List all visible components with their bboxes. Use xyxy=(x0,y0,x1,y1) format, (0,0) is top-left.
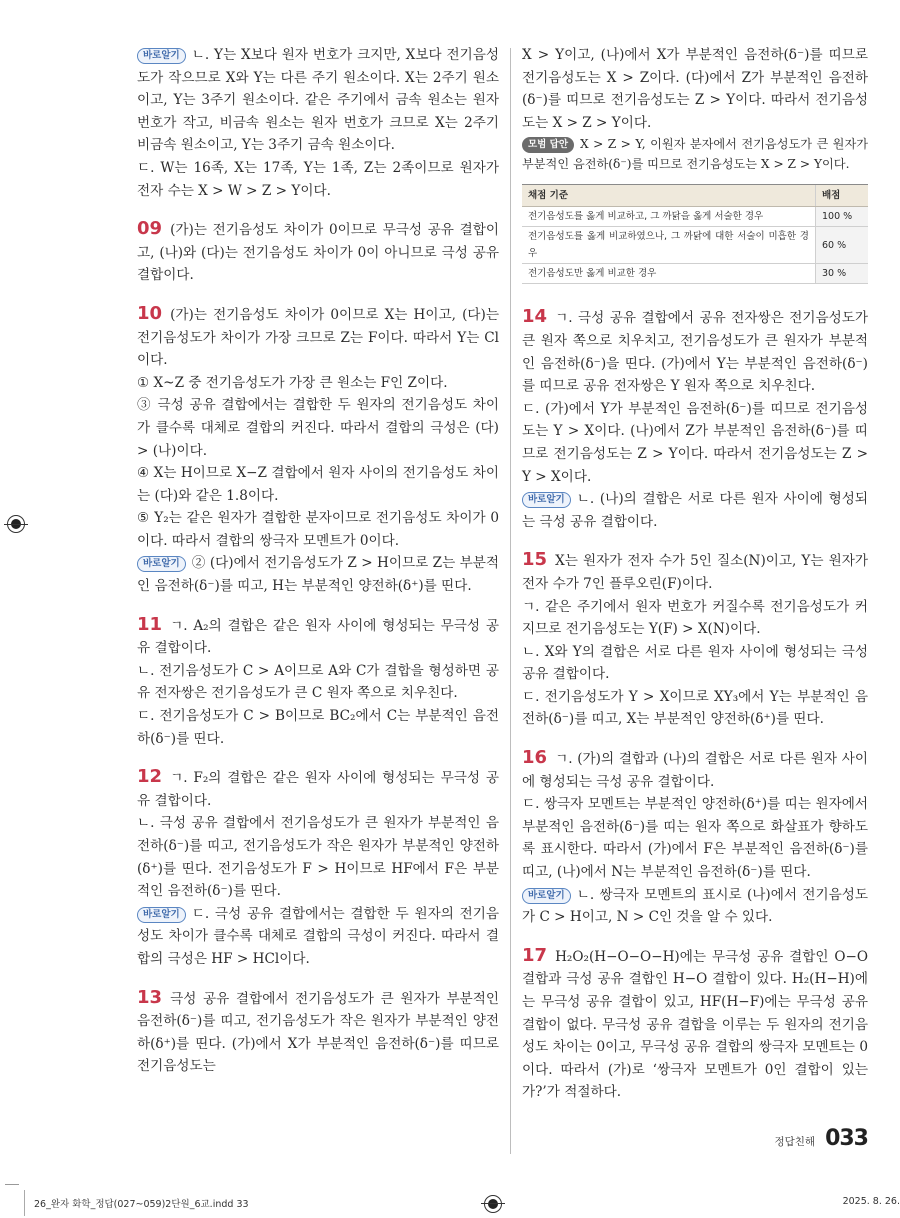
answer-16 xyxy=(522,747,868,929)
answer-text: ① X~Z 중 전기음성도가 가장 큰 원소는 F인 Z이다. xyxy=(137,374,448,391)
answer-text: ㄴ. 극성 공유 결합에서 전기음성도가 큰 원자가 부분적인 음전하(δ⁻)를 띠고, 전기음성도가 작은 원자가 부분적인 양전하(δ⁺)를 띤다. 전기음성도가 F > H이므로 HF에서 F은 부분적인 음전하(δ⁻)를 띤다. xyxy=(137,815,499,900)
answer-17 xyxy=(522,945,868,1104)
answer-text: X는 원자가 전자 수가 5인 질소(N)이고, Y는 원자가 전자 수가 7인 플루오린(F)이다. xyxy=(522,553,868,592)
slug-date: 2025. 8. 26. xyxy=(842,1195,900,1207)
answer-text: (가)는 전기음성도 차이가 0이므로 무극성 공유 결합이고, (나)와 (다)는 전기음성도 차이가 0이 아니므로 극성 공유 결합이다. xyxy=(137,222,499,284)
table-header-row xyxy=(522,185,868,207)
answer-15 xyxy=(522,549,868,731)
answer-text: ㄴ. X와 Y의 결합은 서로 다른 원자 사이에 형성되는 극성 공유 결합이다. xyxy=(522,643,868,683)
answer-text: ㄱ. F₂의 결합은 같은 원자 사이에 형성되는 무극성 공유 결합이다. xyxy=(137,770,499,809)
model-answer-badge: 모범 답안 xyxy=(522,137,574,153)
answer-12 xyxy=(137,766,499,970)
score-cell: 60 % xyxy=(816,227,869,264)
answer-08-continued xyxy=(137,44,499,202)
table-row xyxy=(522,264,868,284)
answer-13 xyxy=(137,987,499,1078)
question-number: 10 xyxy=(137,302,163,324)
model-answer-text: X > Z > Y, 이원자 분자에서 전기음성도가 큰 원자가 부분적인 음전하(δ⁻)를 띠므로 전기음성도는 X > Z > Y이다. xyxy=(522,137,868,172)
right-column xyxy=(522,44,868,1154)
question-number: 15 xyxy=(522,549,548,571)
answer-text: H₂O₂(H−O−O−H)에는 무극성 공유 결합인 O−O 결합과 극성 공유 결합인 H−O 결합이 있다. H₂(H−H)에는 무극성 공유 결합이 있고, HF(H−F)에는 무극성 공유 결합이 없다. 무극성 공유 결합을 이루는 두 원자의 전기음성도 차이는 0이고, 무극성 공유 결합의 쌍극자 모멘트는 0이다. 따라서 (가)로 ‘쌍극자 모멘트가 0인 결합이 있는가?’가 적절하다. xyxy=(522,948,868,1101)
answer-text: ㄴ. (나)의 결합은 서로 다른 원자 사이에 형성되는 극성 공유 결합이다. xyxy=(522,491,868,530)
registration-mark-icon xyxy=(484,1195,502,1213)
answer-11 xyxy=(137,614,499,751)
correction-badge: 바로알기 xyxy=(522,888,571,904)
section-label: 정답친해 xyxy=(774,1135,816,1148)
answer-text: ㄱ. (가)의 결합과 (나)의 결합은 서로 다른 원자 사이에 형성되는 극성 공유 결합이다. xyxy=(522,751,868,790)
crop-mark xyxy=(5,1184,19,1185)
question-number: 09 xyxy=(137,218,163,240)
answer-text: ④ X는 H이므로 X−Z 결합에서 원자 사이의 전기음성도 차이는 (다)와 같은 1.8이다. xyxy=(137,465,499,504)
question-number: 13 xyxy=(137,986,163,1008)
correction-badge: 바로알기 xyxy=(137,556,186,572)
answer-text: ㄷ. (가)에서 Y가 부분적인 음전하(δ⁻)를 띠므로 전기음성도는 Y > X이다. (나)에서 Z가 부분적인 음전하(δ⁻)를 띠므로 전기음성도는 Z > Y이다. 따라서 전기음성도는 Z > Y > X이다. xyxy=(522,400,868,485)
slug-filename: 26_완자 화학_정답(027~059)2단원_6교.indd 33 xyxy=(34,1198,249,1210)
left-column xyxy=(137,44,499,1154)
answer-text: ㄷ. 쌍극자 모멘트는 부분적인 양전하(δ⁺)를 띠는 원자에서 부분적인 음전하(δ⁻)를 띠는 원자 쪽으로 화살표가 향하도록 표시한다. 따라서 (가)에서 F은 부분적인 음전하(δ⁻)를 띠고, (나)에서 N는 부분적인 음전하(δ⁻)를 띤다. xyxy=(522,796,868,881)
answer-text: ㄴ. 쌍극자 모멘트의 표시로 (나)에서 전기음성도가 C > H이고, N > C인 것을 알 수 있다. xyxy=(522,886,868,926)
correction-badge: 바로알기 xyxy=(522,492,571,508)
criterion-cell: 전기음성도를 옳게 비교하고, 그 까닭을 옳게 서술한 경우 xyxy=(522,207,816,227)
answer-14 xyxy=(522,306,868,533)
question-number: 11 xyxy=(137,613,163,635)
question-number: 17 xyxy=(522,944,548,966)
correction-badge: 바로알기 xyxy=(137,907,186,923)
correction-badge: 바로알기 xyxy=(137,48,186,64)
answer-13-continued xyxy=(522,44,868,284)
column-header: 채점 기준 xyxy=(522,185,816,207)
question-number: 16 xyxy=(522,747,548,769)
answer-text: ⑤ Y₂는 같은 원자가 결합한 분자이므로 전기음성도 차이가 0이다. 따라서 결합의 쌍극자 모멘트가 0이다. xyxy=(137,510,499,549)
slug-row xyxy=(0,1184,900,1218)
score-cell: 100 % xyxy=(816,207,869,227)
answer-text: ㄷ. 전기음성도가 C > B이므로 BC₂에서 C는 부분적인 음전하(δ⁻)를 띤다. xyxy=(137,708,499,747)
columns xyxy=(137,44,868,1154)
criterion-cell: 전기음성도만 옳게 비교한 경우 xyxy=(522,264,816,284)
table-row xyxy=(522,227,868,264)
column-divider xyxy=(510,48,511,1154)
slug-divider xyxy=(24,1190,25,1216)
answer-09 xyxy=(137,218,499,287)
answer-10 xyxy=(137,303,499,598)
page-number: 033 xyxy=(825,1125,868,1151)
question-number: 12 xyxy=(137,766,163,788)
answer-text: ㄱ. 같은 주기에서 원자 번호가 커질수록 전기음성도가 커지므로 전기음성도는 Y(F) > X(N)이다. xyxy=(522,598,868,638)
answer-text: X > Y이고, (나)에서 X가 부분적인 음전하(δ⁻)를 띠므로 전기음성도는 X > Z이다. (다)에서 Z가 부분적인 음전하(δ⁻)를 띠므로 전기음성도는 Z > Y이다. 따라서 전기음성도는 X > Z > Y이다. xyxy=(522,47,868,131)
registration-mark-icon xyxy=(7,515,25,533)
answer-text: ㄱ. A₂의 결합은 같은 원자 사이에 형성되는 무극성 공유 결합이다. xyxy=(137,617,499,657)
question-number: 14 xyxy=(522,306,548,328)
page-footer xyxy=(522,1125,868,1154)
answer-text: ㄷ. 극성 공유 결합에서는 결합한 두 원자의 전기음성도 차이가 클수록 대체로 결합의 극성이 커진다. 따라서 결합의 극성은 HF > HCl이다. xyxy=(137,905,499,967)
answer-text: 극성 공유 결합에서 전기음성도가 큰 원자가 부분적인 음전하(δ⁻)를 띠고, 전기음성도가 작은 원자가 부분적인 양전하(δ⁺)를 띤다. (가)에서 X가 부분적인 음전하(δ⁻)를 띠므로 전기음성도는 xyxy=(137,990,499,1075)
answer-text: ㄴ. 전기음성도가 C > A이므로 A와 C가 결합을 형성하면 공유 전자쌍은 전기음성도가 큰 C 원자 쪽으로 치우친다. xyxy=(137,662,499,702)
answer-text: ㄷ. W는 16족, X는 17족, Y는 1족, Z는 2족이므로 원자가 전자 수는 X > W > Z > Y이다. xyxy=(137,159,499,199)
table-row xyxy=(522,207,868,227)
scoring-rubric-table xyxy=(522,184,868,284)
answer-text: ㄴ. Y는 X보다 원자 번호가 크지만, X보다 전기음성도가 작으므로 X와 Y는 다른 주기 원소이다. X는 2주기 원소이고, Y는 3주기 원소이다. 같은 주기에서 금속 원소는 원자 번호가 작고, 비금속 원소는 원자 번호가 크므로 X는 2주기 비금속 원소이고, Y는 3주기 금속 원소이다. xyxy=(137,47,499,154)
answer-text: ㄷ. 전기음성도가 Y > X이므로 XY₃에서 Y는 부분적인 음전하(δ⁻)를 띠고, X는 부분적인 양전하(δ⁺)를 띤다. xyxy=(522,688,868,728)
criterion-cell: 전기음성도를 옳게 비교하였으나, 그 까닭에 대한 서술이 미흡한 경우 xyxy=(522,227,816,264)
answer-text: ② (다)에서 전기음성도가 Z > H이므로 Z는 부분적인 음전하(δ⁻)를 띠고, H는 부분적인 양전하(δ⁺)를 띤다. xyxy=(137,555,499,595)
score-cell: 30 % xyxy=(816,264,869,284)
column-header: 배점 xyxy=(816,185,869,207)
answer-text: ③ 극성 공유 결합에서는 결합한 두 원자의 전기음성도 차이가 클수록 대체로 결합의 커진다. 따라서 결합의 극성은 (다) > (나)이다. xyxy=(137,397,499,459)
answer-text: (가)는 전기음성도 차이가 0이므로 X는 H이고, (다)는 전기음성도가 차이가 가장 크므로 Z는 F이다. 따라서 Y는 Cl이다. xyxy=(137,306,499,369)
answer-text: ㄱ. 극성 공유 결합에서 공유 전자쌍은 전기음성도가 큰 원자 쪽으로 치우치고, 전기음성도가 큰 원자가 부분적인 음전하(δ⁻)을 띤다. (가)에서 Y는 부분적인 음전하(δ⁻)를 띠므로 공유 전자쌍은 Y 원자 쪽으로 치우친다. xyxy=(522,310,868,395)
